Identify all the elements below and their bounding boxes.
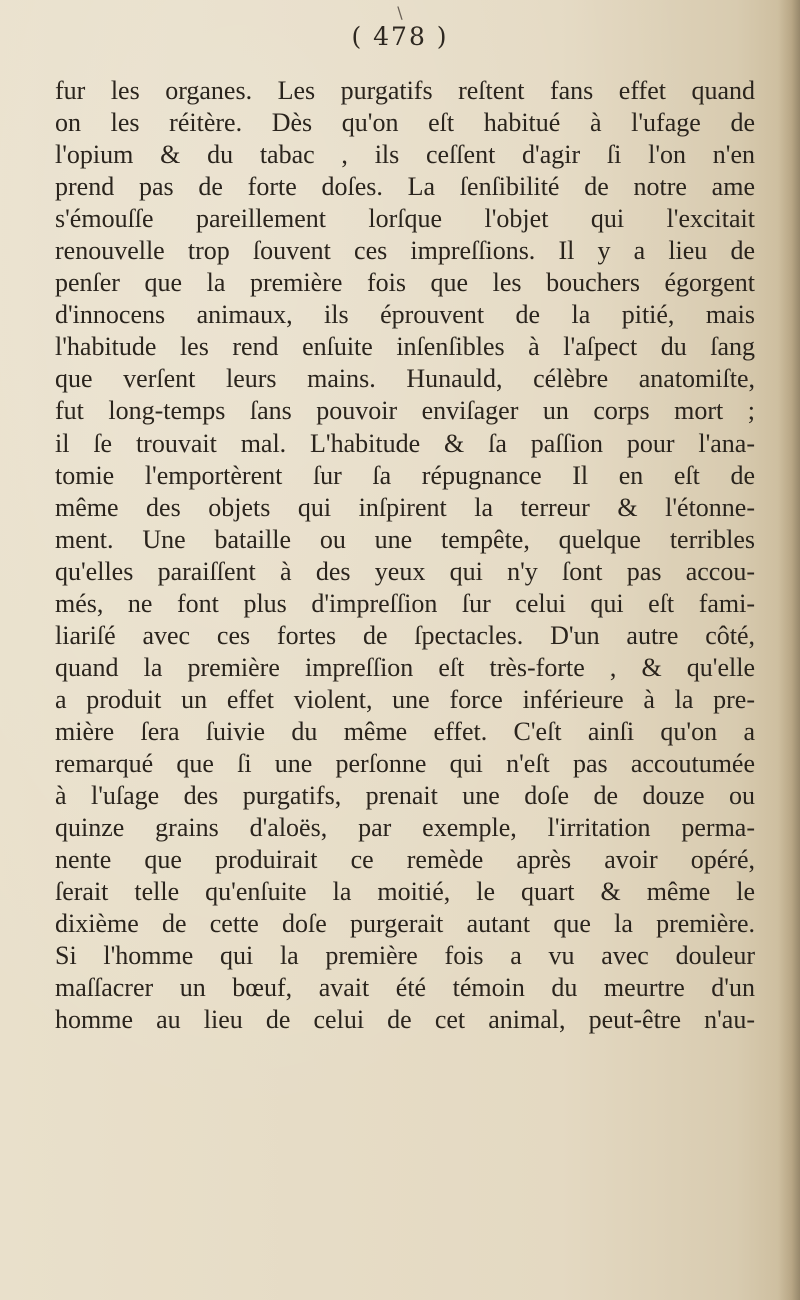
- text-line: quand la première impreſſion eſt très-forte , & qu'elle: [55, 652, 755, 682]
- body-text: [55, 75, 755, 1036]
- margin-tick-mark: \: [397, 3, 403, 22]
- text-line: prend pas de forte doſes. La ſenſibilité de notre ame: [55, 172, 755, 202]
- text-line: renouvelle trop ſouvent ces impreſſions. Il y a lieu de: [55, 236, 755, 266]
- text-line: homme au lieu de celui de cet animal, peut-être n'au-: [55, 1005, 755, 1035]
- text-line: quinze grains d'aloës, par exemple, l'irritation perma-: [55, 813, 755, 843]
- text-line: més, ne font plus d'impreſſion ſur celui qui eſt fami-: [55, 588, 755, 618]
- text-line: remarqué que ſi une perſonne qui n'eſt pas accoutumée: [55, 748, 755, 778]
- text-line: que verſent leurs mains. Hunauld, célèbre anatomiſte,: [55, 364, 755, 394]
- text-line: même des objets qui inſpirent la terreur & l'étonne-: [55, 492, 755, 522]
- page-number: ( 478 ): [351, 22, 449, 51]
- text-line: ſerait telle qu'enſuite la moitié, le quart & même le: [55, 877, 755, 907]
- text-line: fut long-temps ſans pouvoir enviſager un corps mort ;: [55, 396, 755, 426]
- text-line: d'innocens animaux, ils éprouvent de la pitié, mais: [55, 300, 755, 330]
- text-line: on les réitère. Dès qu'on eſt habitué à l'ufage de: [55, 108, 755, 138]
- text-line: qu'elles paraiſſent à des yeux qui n'y ſont pas accou-: [55, 556, 755, 586]
- text-line: mière ſera ſuivie du même effet. C'eſt ainſi qu'on a: [55, 716, 755, 746]
- text-line: dixième de cette doſe purgerait autant que la première.: [55, 909, 755, 939]
- page-edge-shadow: [778, 0, 800, 1300]
- text-line: l'habitude les rend enſuite inſenſibles à l'aſpect du ſang: [55, 332, 755, 362]
- text-line: Si l'homme qui la première fois a vu avec douleur: [55, 941, 755, 971]
- text-line: il ſe trouvait mal. L'habitude & ſa paſſion pour l'ana-: [55, 428, 755, 458]
- text-line: liariſé avec ces fortes de ſpectacles. D'un autre côté,: [55, 620, 755, 650]
- text-line: nente que produirait ce remède après avoir opéré,: [55, 845, 755, 875]
- text-line: l'opium & du tabac , ils ceſſent d'agir ſi l'on n'en: [55, 140, 755, 170]
- text-line: a produit un effet violent, une force inférieure à la pre-: [55, 684, 755, 714]
- text-line: penſer que la première fois que les bouchers égorgent: [55, 268, 755, 298]
- text-line: s'émouſſe pareillement lorſque l'objet qui l'excitait: [55, 204, 755, 234]
- text-line: à l'uſage des purgatifs, prenait une doſe de douze ou: [55, 781, 755, 811]
- text-line: maſſacrer un bœuf, avait été témoin du meurtre d'un: [55, 973, 755, 1003]
- text-line: tomie l'emportèrent ſur ſa répugnance Il en eſt de: [55, 460, 755, 490]
- text-line: ment. Une bataille ou une tempête, quelque terribles: [55, 524, 755, 554]
- text-line: fur les organes. Les purgatifs reſtent fans effet quand: [55, 76, 755, 105]
